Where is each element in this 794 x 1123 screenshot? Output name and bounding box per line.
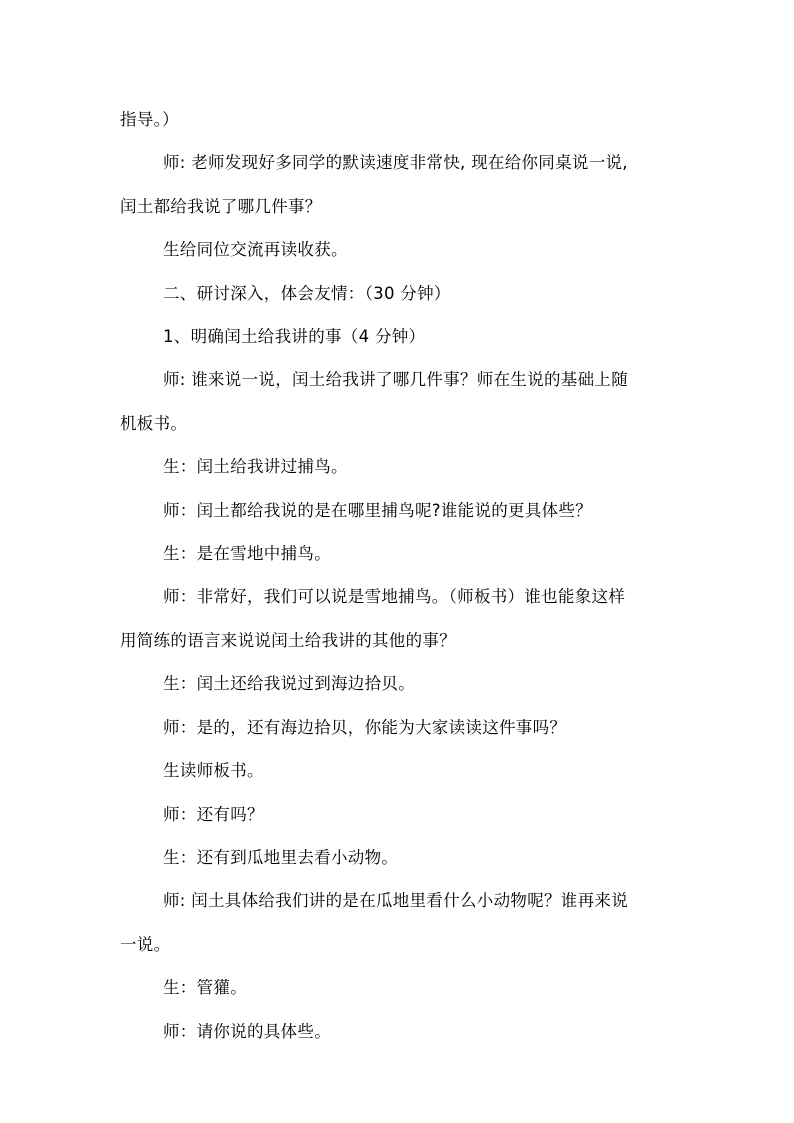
paragraph-line: 一说。: [120, 934, 171, 954]
paragraph-line: 师：请你说的具体些。: [163, 1021, 331, 1041]
paragraph-line: 师：闰土都给我说的是在哪里捕鸟呢?谁能说的更具体些？: [163, 500, 593, 520]
paragraph-line: 机板书。: [120, 413, 188, 433]
subsection-heading: 1、明确闰土给我讲的事（4 分钟）: [163, 327, 426, 347]
document-body: [120, 98, 678, 1053]
section-heading: 二、研讨深入，体会友情：（30 分钟）: [163, 283, 451, 303]
paragraph-line: 闰土都给我说了哪几件事？: [120, 196, 322, 216]
paragraph-line: 师: 老师发现好多同学的默读速度非常快, 现在给你同桌说一说,: [163, 153, 628, 173]
paragraph-line: 生给同位交流再读收获。: [163, 240, 348, 260]
paragraph-line: 生：管獾。: [163, 978, 247, 998]
paragraph-line: 师: 闰土具体给我们讲的是在瓜地里看什么小动物呢？谁再来说: [163, 891, 629, 911]
paragraph-line: 生读师板书。: [163, 761, 264, 781]
paragraph-line: 用简练的语言来说说闰土给我讲的其他的事？: [120, 630, 456, 650]
paragraph-line: 指导。）: [120, 110, 179, 129]
paragraph-line: 生：闰土还给我说过到海边拾贝。: [163, 674, 415, 694]
paragraph-line: 师：还有吗？: [163, 804, 264, 824]
paragraph-line: 师：是的，还有海边拾贝，你能为大家读读这件事吗？: [163, 717, 567, 737]
paragraph-line: 师：非常好，我们可以说是雪地捕鸟。（师板书）谁也能象这样: [163, 587, 626, 607]
paragraph-line: 生：是在雪地中捕鸟。: [163, 544, 331, 564]
paragraph-line: 师: 谁来说一说，闰土给我讲了哪几件事？师在生说的基础上随: [163, 370, 629, 390]
paragraph-line: 生：闰土给我讲过捕鸟。: [163, 457, 348, 477]
paragraph-line: 生：还有到瓜地里去看小动物。: [163, 847, 399, 867]
